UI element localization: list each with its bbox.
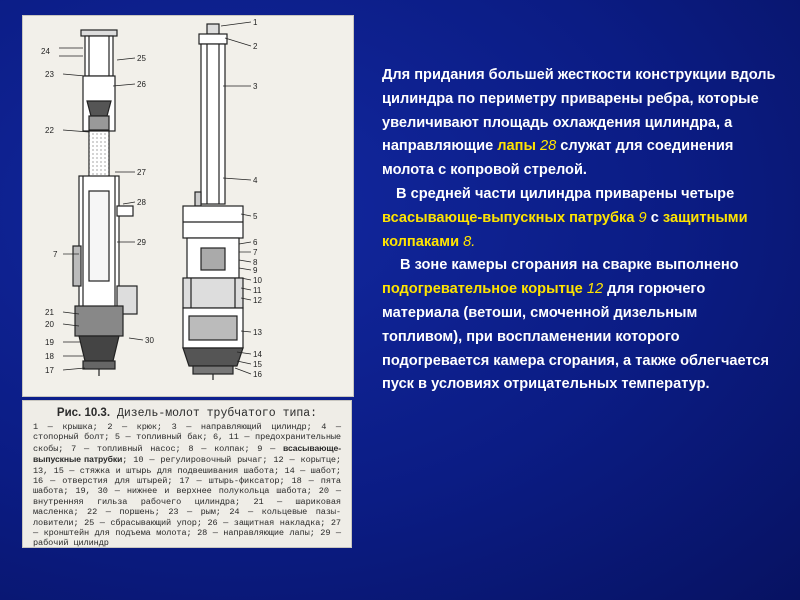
- callout-21: 21: [45, 308, 54, 317]
- callout-3: 3: [253, 82, 258, 91]
- callout-5: 5: [253, 212, 258, 221]
- technical-drawing: [22, 15, 354, 397]
- callout-11: 11: [253, 286, 262, 295]
- callout-16: 16: [253, 370, 262, 379]
- callout-20: 20: [45, 320, 54, 329]
- caption-figure-number: Рис. 10.3.: [56, 407, 111, 419]
- paragraph-1: [382, 64, 777, 183]
- callout-7-left: 7: [53, 250, 58, 259]
- p2-number-2: 8.: [463, 233, 476, 250]
- p2-highlight-2: защитными колпаками: [382, 209, 748, 250]
- callout-14: 14: [253, 350, 262, 359]
- p1-text-a: Для придания большей жесткости конструкции вдоль цилиндра по периметру приварены ребра, которые увеличивают площадь охлаждения цилиндра, а направляющие: [382, 67, 776, 155]
- callout-28: 28: [137, 198, 146, 207]
- callout-15: 15: [253, 360, 262, 369]
- callout-12: 12: [253, 296, 262, 305]
- callout-1: 1: [253, 18, 258, 27]
- callout-19: 19: [45, 338, 54, 347]
- callout-22: 22: [45, 126, 54, 135]
- paragraph-3: [382, 254, 777, 397]
- p3-text-a: В зоне камеры сгорания на сварке выполнено: [400, 257, 739, 274]
- callout-4: 4: [253, 176, 258, 185]
- callout-27: 27: [137, 168, 146, 177]
- figure-caption: [22, 400, 352, 548]
- main-text: [382, 64, 777, 397]
- p1-highlight: лапы: [497, 138, 540, 155]
- caption-highlight: всасывающе-выпускные патрубки: [33, 442, 341, 465]
- diesel-hammer-drawing: [23, 16, 353, 396]
- callout-24: 24: [41, 47, 50, 56]
- p2-text-a: В средней части цилиндра приварены четыре: [396, 185, 735, 202]
- p3-number: 12: [586, 281, 604, 298]
- callout-6: 6: [253, 238, 258, 247]
- p1-text-b: служат для соединения молота с копровой стрелой.: [382, 138, 734, 179]
- callout-18: 18: [45, 352, 54, 361]
- p3-text-b: для горючего материала (ветоши, смоченной дизельным топливом), при воспламенении которого подогревается камера сгорания, а также облегчается пуск в условиях отрицательных температур.: [382, 281, 770, 393]
- callout-30: 30: [145, 336, 154, 345]
- callout-8: 8: [253, 258, 258, 267]
- callout-17: 17: [45, 366, 54, 375]
- callout-7: 7: [253, 248, 258, 257]
- p1-number: 28: [540, 138, 557, 155]
- callout-2: 2: [253, 42, 258, 51]
- p2-text-mid: с: [646, 209, 663, 226]
- callout-25: 25: [137, 54, 146, 63]
- p2-highlight-1: всасывающе-выпускных патрубка: [382, 209, 639, 226]
- paragraph-2: [382, 183, 777, 254]
- callout-29: 29: [137, 238, 146, 247]
- callout-10: 10: [253, 276, 262, 285]
- p3-highlight: подогревательное корытце: [382, 281, 587, 298]
- callout-9: 9: [253, 266, 258, 275]
- callout-23: 23: [45, 70, 54, 79]
- callout-13: 13: [253, 328, 262, 337]
- caption-title: [33, 407, 341, 420]
- callout-26: 26: [137, 80, 146, 89]
- caption-figure-title: Дизель-молот трубчатого типа:: [116, 407, 318, 420]
- caption-part-2: ; 10 — регулировочный рычаг; 12 — корытце; 13, 15 — стяжка и штырь для подвешивания шабота; 14 — шабот; 16 — отверстия для штырей; 17 — штырь-фиксатор; 18 — пята шабота; 19, 30 — нижнее и верхнее полукольца шабота; 20 — внутренняя гильза рабочего цилиндра; 21 — шариковая масленка; 22 — поршень; 23 — рым; 24 — кольцевые пазы-ловители; 25 — сбрасывающий упор; 26 — защитная накладка; 27 — кронштейн для подъема молота; 28 — направляющие лапы; 29 — рабочий цилиндр: [33, 455, 341, 549]
- caption-part-1: 1 — крышка; 2 — крюк; 3 — направляющий цилиндр; 4 — стопорный болт; 5 — топливный бак; 6, 11 — предохранительные скобы; 7 — топливный насос; 8 — колпак; 9 —: [33, 422, 341, 454]
- caption-legend: [33, 422, 341, 549]
- p2-number-1: 9: [638, 209, 647, 226]
